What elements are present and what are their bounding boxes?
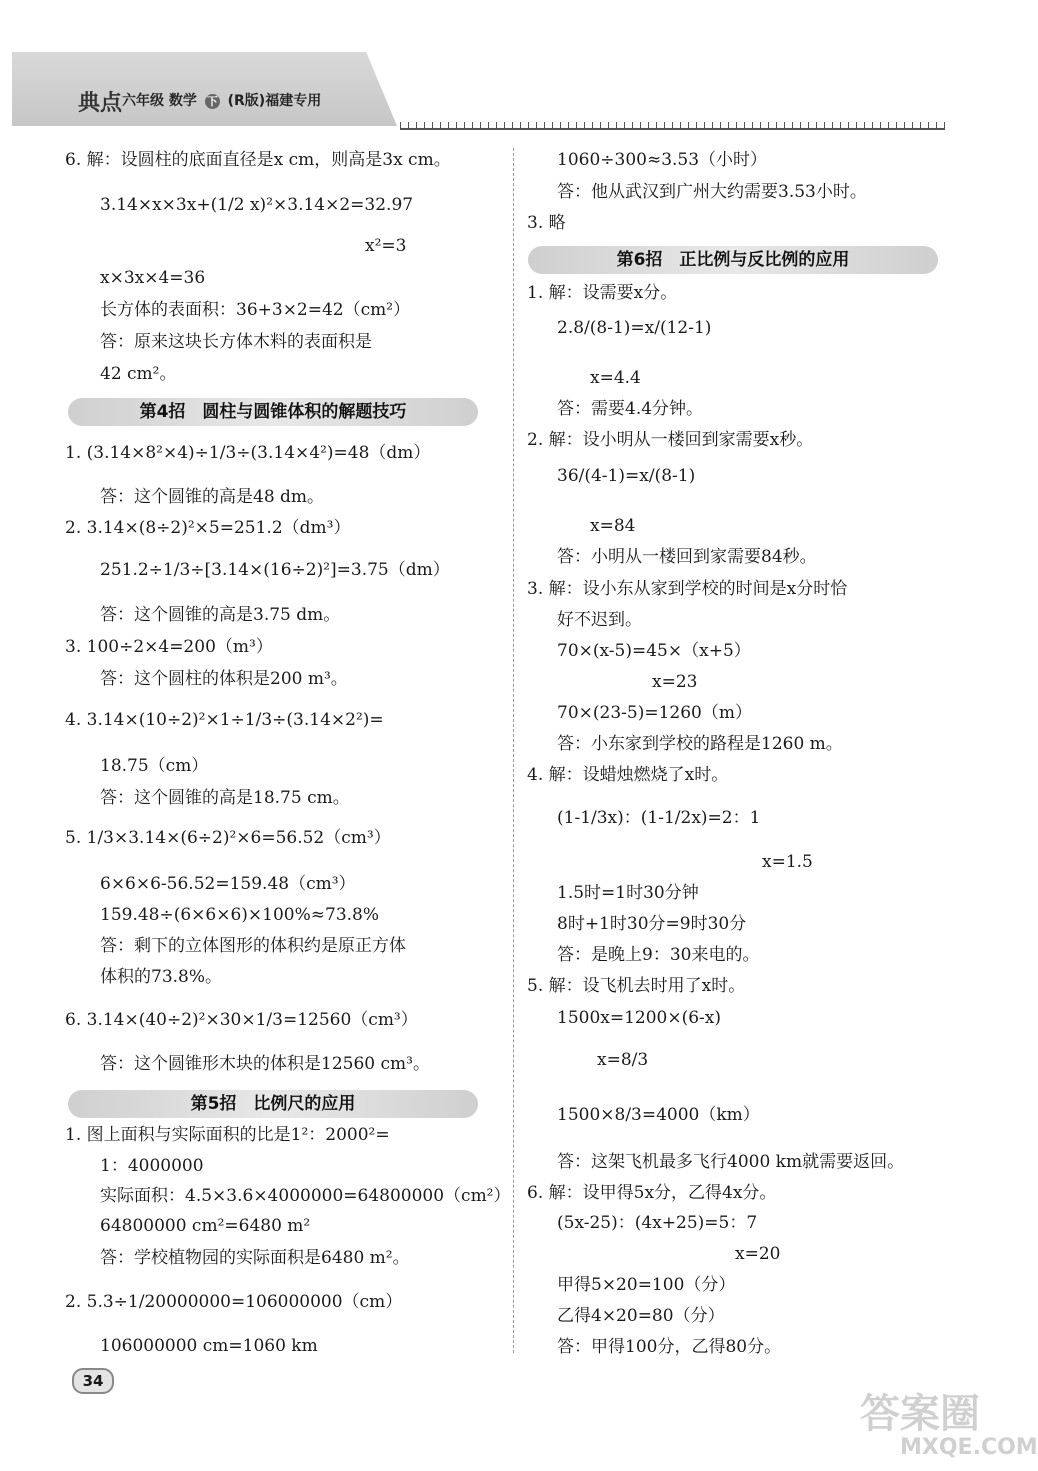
volume-badge: 下 [206,95,218,108]
brand-logo: 典点 [78,91,123,116]
left-text-line: 答：这个圆柱的体积是200 m³。 [100,669,348,689]
right-text-line: 4. 解：设蜡烛燃烧了x时。 [527,765,729,785]
header-ruler [400,118,945,130]
right-text-line: 乙得4×20=80（分） [557,1306,725,1326]
right-text-line: (1-1/3x)：(1-1/2x)=2：1 [557,808,761,828]
left-text-line: 答：这个圆锥的高是18.75 cm。 [100,788,350,808]
left-text-line: 6. 解：设圆柱的底面直径是x cm，则高是3x cm。 [65,150,451,170]
left-text-line: 42 cm²。 [100,364,177,384]
right-text-line: 答：小东家到学校的路程是1260 m。 [557,734,843,754]
section-title-5: 第5招 比例尺的应用 [68,1090,478,1118]
left-text-line: 1. (3.14×8²×4)÷1/3÷(3.14×4²)=48（dm） [65,443,431,463]
left-text-line: 5. 1/3×3.14×(6÷2)²×6=56.52（cm³） [65,828,391,848]
book-title [122,90,321,110]
left-text-line: 答：剩下的立体图形的体积约是原正方体 [100,936,406,956]
right-text-line: 1500×8/3=4000（km） [557,1105,760,1125]
right-text-line: 答：他从武汉到广州大约需要3.53小时。 [557,182,867,202]
right-text-line: 1060÷300≈3.53（小时） [557,150,768,170]
left-text-line: 106000000 cm=1060 km [100,1336,318,1356]
left-text-line: 答：原来这块长方体木料的表面积是 [100,332,372,352]
right-text-line: 70×(x-5)=45×（x+5） [557,641,751,661]
column-divider [513,148,514,1353]
right-text-line: 36/(4-1)=x/(8-1) [557,466,696,486]
left-text-line: 251.2÷1/3÷[3.14×(16÷2)²]=3.75（dm） [100,560,450,580]
left-text-line: 3.14×x×3x+(1/2 x)²×3.14×2=32.97 [100,195,414,215]
left-text-line: 6×6×6-56.52=159.48（cm³） [100,874,356,894]
left-text-line: 长方体的表面积：36+3×2=42（cm²） [100,300,411,320]
right-text-line: (5x-25)：(4x+25)=5：7 [557,1213,758,1233]
right-text-line: x=8/3 [597,1050,649,1070]
watermark-url: MXQE.COM [900,1435,1038,1460]
left-text-line: 1：4000000 [100,1156,204,1176]
left-text-line: 体积的73.8%。 [100,967,223,987]
right-text-line: x=1.5 [762,852,813,872]
right-text-line: 答：小明从一楼回到家需要84秒。 [557,547,817,567]
left-text-line: 2. 5.3÷1/20000000=106000000（cm） [65,1292,403,1312]
left-text-line: 答：这个圆锥的高是48 dm。 [100,487,325,507]
right-text-line: 答：甲得100分，乙得80分。 [557,1337,782,1357]
left-text-line: 答：学校植物园的实际面积是6480 m²。 [100,1248,410,1268]
section-title-4: 第4招 圆柱与圆锥体积的解题技巧 [68,398,478,426]
left-text-line: x×3x×4=36 [100,268,206,288]
right-text-line: 3. 解：设小东从家到学校的时间是x分时恰 [527,579,848,599]
right-text-line: x=84 [590,516,636,536]
left-text-line: 6. 3.14×(40÷2)²×30×1/3=12560（cm³） [65,1010,418,1030]
watermark-logo: 答案圈 [860,1391,980,1437]
right-text-line: 2. 解：设小明从一楼回到家需要x秒。 [527,430,814,450]
right-text-line: 1500x=1200×(6-x) [557,1008,722,1028]
right-text-line: 1. 解：设需要x分。 [527,283,678,303]
header-band [12,52,397,126]
right-text-line: 70×(23-5)=1260（m） [557,703,752,723]
right-text-line: 5. 解：设飞机去时用了x时。 [527,976,746,996]
right-text-line: 8时+1时30分=9时30分 [557,914,747,934]
right-text-line: x=20 [735,1244,781,1264]
right-text-line: 1.5时=1时30分钟 [557,883,699,903]
left-text-line: 159.48÷(6×6×6)×100%≈73.8% [100,905,380,925]
left-text-line: 4. 3.14×(10÷2)²×1÷1/3÷(3.14×2²)= [65,710,384,730]
right-text-line: 2.8/(8-1)=x/(12-1) [557,318,712,338]
right-text-line: 好不迟到。 [557,610,642,630]
right-text-line: 3. 略 [527,213,566,233]
right-text-line: x=4.4 [590,368,641,388]
left-text-line: 1. 图上面积与实际面积的比是1²：2000²= [65,1125,390,1145]
right-text-line: 答：是晚上9：30来电的。 [557,945,760,965]
left-text-line: 64800000 cm²=6480 m² [100,1216,311,1236]
right-text-line: 答：这架飞机最多飞行4000 km就需要返回。 [557,1152,905,1172]
right-text-line: 答：需要4.4分钟。 [557,399,704,419]
book-title-edition: (R版)福建专用 [227,93,322,109]
right-text-line: 甲得5×20=100（分） [557,1275,736,1295]
left-text-line: x²=3 [365,236,407,256]
section-title-6: 第6招 正比例与反比例的应用 [528,246,938,274]
left-text-line: 答：这个圆锥形木块的体积是12560 cm³。 [100,1054,430,1074]
left-text-line: 3. 100÷2×4=200（m³） [65,637,273,657]
left-text-line: 答：这个圆锥的高是3.75 dm。 [100,605,341,625]
right-text-line: 6. 解：设甲得5x分，乙得4x分。 [527,1183,777,1203]
left-text-line: 18.75（cm） [100,756,209,776]
book-title-grade: 六年级 数学 [122,93,197,109]
right-text-line: x=23 [652,672,698,692]
left-text-line: 实际面积：4.5×3.6×4000000=64800000（cm²） [100,1186,511,1206]
page-number: 34 [72,1368,114,1394]
left-text-line: 2. 3.14×(8÷2)²×5=251.2（dm³） [65,518,351,538]
